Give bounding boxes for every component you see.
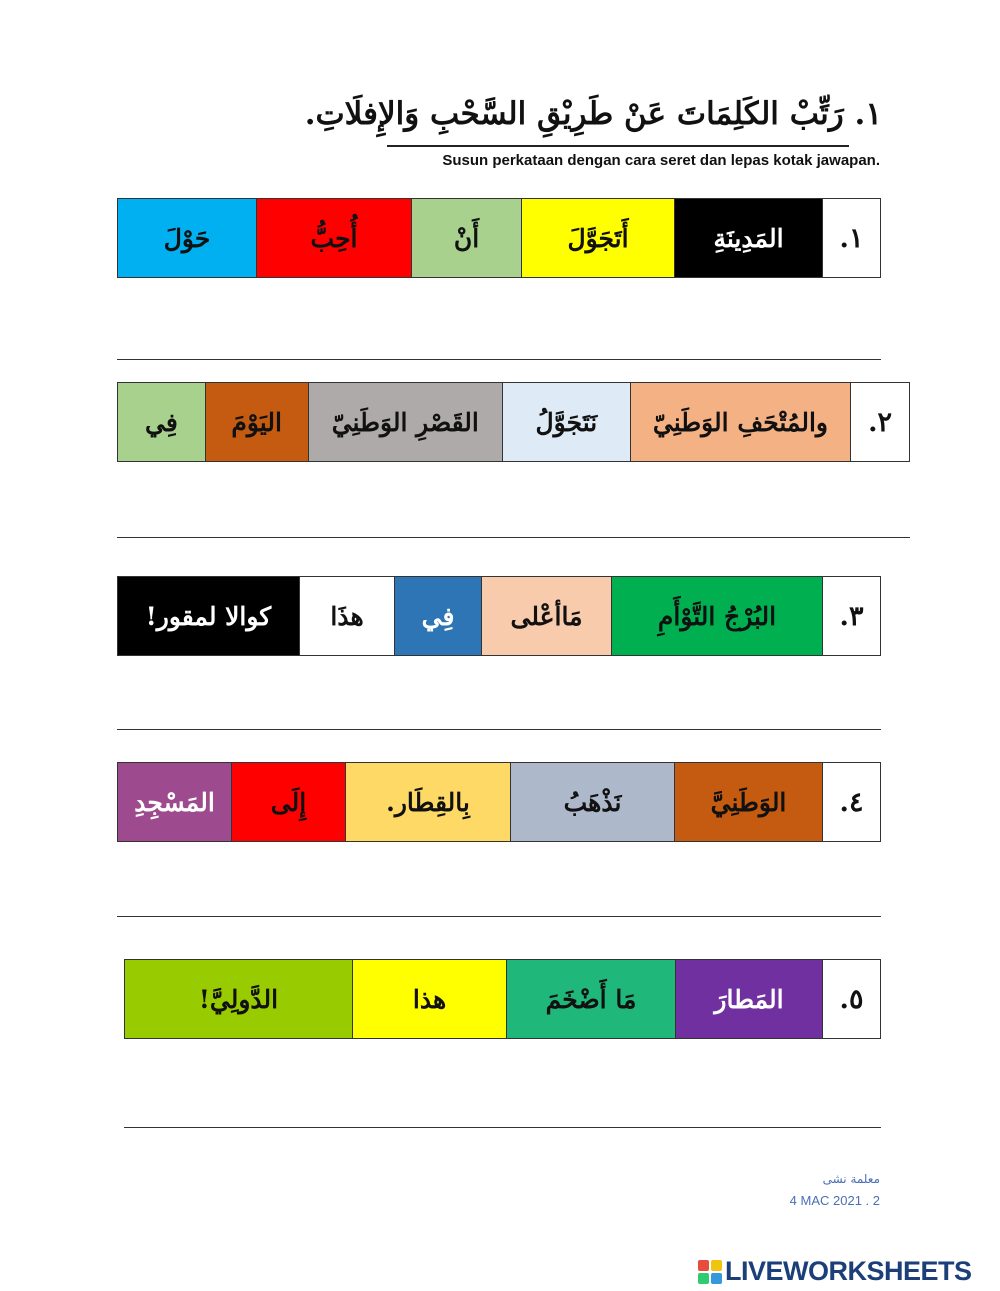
word-tile[interactable]: فِي xyxy=(394,577,481,655)
word-tile[interactable]: المَدِينَةِ xyxy=(674,199,822,277)
word-tile[interactable]: المَسْجِدِ xyxy=(118,763,231,841)
row-number: ٤. xyxy=(822,763,880,841)
word-tile[interactable]: الوَطَنِيَّ xyxy=(674,763,822,841)
word-tile[interactable]: مَا أَضْخَمَ xyxy=(506,960,675,1038)
sentence-row-4 xyxy=(117,762,881,842)
answer-line-1[interactable] xyxy=(117,359,881,360)
word-tile[interactable]: فِي xyxy=(118,383,205,461)
word-tile[interactable]: والمُتْحَفِ الوَطَنِيّ xyxy=(630,383,850,461)
word-tile[interactable]: المَطارَ xyxy=(675,960,822,1038)
date-label: 4 MAC 2021 . 2 xyxy=(789,1193,880,1208)
teacher-name: معلمة نشى xyxy=(822,1172,880,1186)
word-tile[interactable]: أَتَجَوَّلَ xyxy=(521,199,674,277)
sentence-row-5 xyxy=(124,959,881,1039)
sentence-row-1 xyxy=(117,198,881,278)
sentence-row-3 xyxy=(117,576,881,656)
answer-line-5[interactable] xyxy=(124,1127,881,1128)
word-tile[interactable]: نَتَجَوَّلُ xyxy=(502,383,630,461)
word-tile[interactable]: مَاأعْلى xyxy=(481,577,611,655)
page-title: ١. رَتِّبْ الكَلِمَاتَ عَنْ طَرِيْقِ السَّحْبِ وَالإِفلَاتِ. xyxy=(304,96,882,132)
word-tile[interactable]: اليَوْمَ xyxy=(205,383,308,461)
logo-icon xyxy=(698,1260,722,1284)
row-number: ٢. xyxy=(850,383,909,461)
page-subtitle: Susun perkataan dengan cara seret dan lepas kotak jawapan. xyxy=(442,152,880,169)
word-tile[interactable]: أَنْ xyxy=(411,199,521,277)
word-tile[interactable]: كوالا لمقور! xyxy=(118,577,299,655)
word-tile[interactable]: أُحِبُّ xyxy=(256,199,411,277)
word-tile[interactable]: نَذْهَبُ xyxy=(510,763,674,841)
word-tile[interactable]: إِلَى xyxy=(231,763,345,841)
answer-line-2[interactable] xyxy=(117,537,910,538)
row-number: ٥. xyxy=(822,960,880,1038)
logo-text: LIVEWORKSHEETS xyxy=(725,1256,972,1286)
row-number: ١. xyxy=(822,199,880,277)
word-tile[interactable]: البُرْجُ التَّوْأَمِ xyxy=(611,577,822,655)
word-tile[interactable]: هذا xyxy=(352,960,506,1038)
word-tile[interactable]: الدَّولِيَّ! xyxy=(125,960,352,1038)
row-number: ٣. xyxy=(822,577,880,655)
sentence-row-2 xyxy=(117,382,910,462)
liveworksheets-logo[interactable] xyxy=(698,1256,972,1287)
title-underline xyxy=(387,145,849,147)
answer-line-4[interactable] xyxy=(117,916,881,917)
word-tile[interactable]: بِالقِطَار. xyxy=(345,763,510,841)
word-tile[interactable]: حَوْلَ xyxy=(118,199,256,277)
word-tile[interactable]: هذَا xyxy=(299,577,394,655)
word-tile[interactable]: القَصْرِ الوَطَنِيّ xyxy=(308,383,503,461)
answer-line-3[interactable] xyxy=(117,729,881,730)
